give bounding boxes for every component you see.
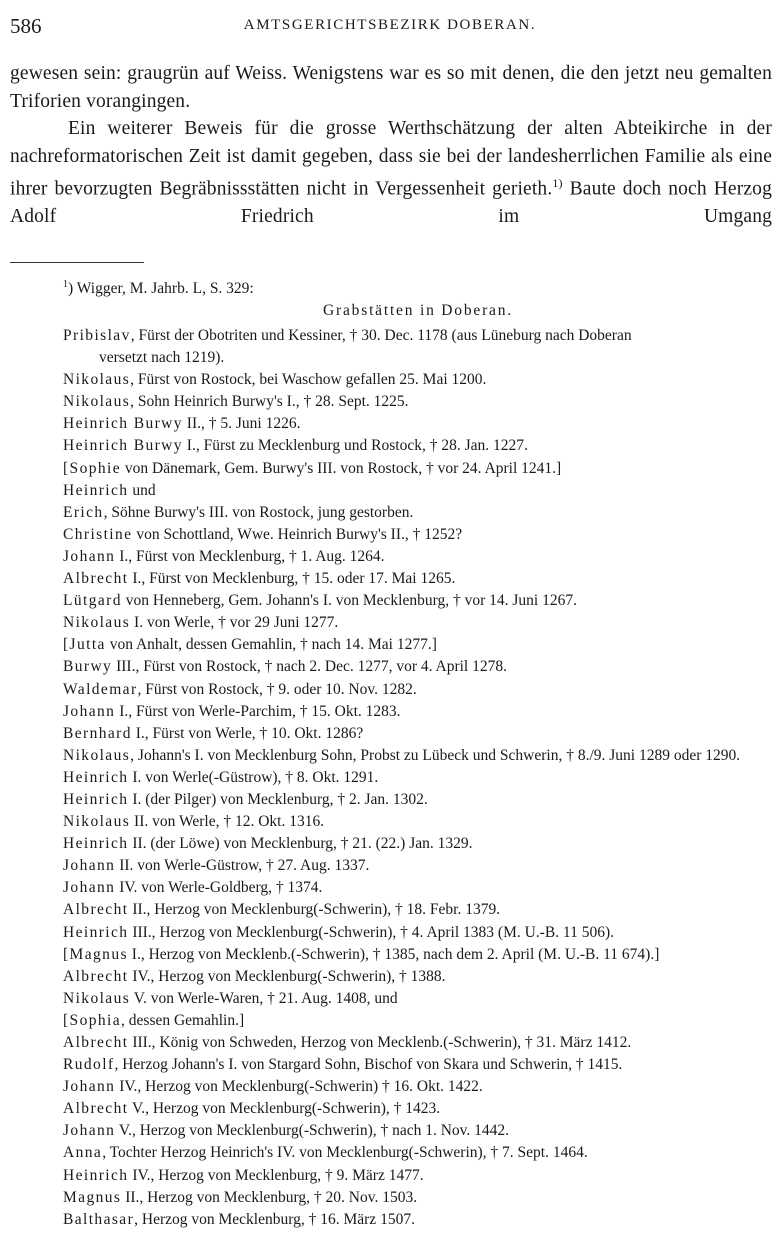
page-number: 586 [10,14,42,38]
footnote-reference: 1) [552,176,563,190]
entry-text: II., † 5. Juni 1226. [182,415,301,433]
burial-entry [63,1187,773,1209]
entry-name: Pribislav [63,327,131,344]
burial-entry [63,789,773,811]
burial-entry [63,944,773,966]
burial-entry [63,458,773,480]
burial-entry [63,656,773,678]
burial-entry [63,723,773,745]
footnote-heading: Grabstätten in Doberan. [323,302,513,319]
running-head: AMTSGERICHTSBEZIRK DOBERAN. [243,17,537,33]
entry-text: , Tochter Herzog Heinrich's IV. von Mecklenburg(-Schwerin), † 7. Sept. 1464. [102,1144,588,1162]
entry-text: I. (der Pilger) von Mecklenburg, † 2. Jan. 1302. [128,790,428,808]
entry-name: Bernhard [63,724,132,742]
burial-entry [63,1076,773,1098]
burial-entry [63,1054,773,1076]
entry-name: Heinrich Burwy [63,437,183,455]
burial-entry [63,612,773,634]
entry-text: I. von Werle, † vor 29 Juni 1277. [130,614,339,632]
entry-name: Johann [63,1078,116,1096]
entry-text: , Herzog Johann's I. von Stargard Sohn, Bischof von Skara und Schwerin, † 1415. [114,1056,623,1074]
entry-name: Nikolaus [63,614,131,632]
burial-entry [63,1209,773,1231]
entry-name: Christine [63,525,133,543]
burial-entry [63,833,773,855]
entry-name: Heinrich [63,1166,129,1184]
entry-name: Heinrich [63,481,129,499]
entry-text: I., Fürst von Werle, † 10. Okt. 1286? [131,724,364,742]
burial-entry [63,634,773,656]
entry-text: I. von Werle(-Güstrow), † 8. Okt. 1291. [128,768,379,786]
entry-name: Johann [63,1122,116,1140]
burial-entry [63,1142,773,1164]
entry-name: Nikolaus [63,813,131,831]
burial-entry [63,1120,773,1142]
paragraph-2-end: Baute doch noch Herzog Adolf Friedrich im Umgang [10,178,772,227]
entry-text: II. (der Löwe) von Mecklenburg, † 21. (22.) Jan. 1329. [128,835,473,853]
burial-entry [63,899,773,921]
entry-text: , Sohn Heinrich Burwy's I., † 28. Sept. 1225. [130,393,409,411]
entry-text: II., Herzog von Mecklenburg(-Schwerin), † 18. Febr. 1379. [128,901,501,919]
burial-entry [63,1032,773,1054]
entry-text: , Fürst von Rostock, bei Waschow gefallen 25. Mai 1200. [130,371,487,389]
footnote-source-text: ) Wigger, M. Jahrb. L, S. 329: [68,280,254,298]
paragraph-1: gewesen sein: graugrün auf Weiss. Wenigstens war es so mit denen, die den jetzt neu gemalten Triforien vorangingen. [10,63,772,112]
entry-name: [Sophie [63,459,122,477]
burial-entry [63,701,773,723]
burial-entry [63,922,773,944]
burial-entry [63,1165,773,1187]
entry-text: II. von Werle, † 12. Okt. 1316. [130,813,325,831]
entry-text: von Dänemark, Gem. Burwy's III. von Rostock, † vor 24. April 1241.] [121,459,562,477]
entry-name: Burwy [63,658,113,676]
burial-entry [63,391,773,413]
entry-text: IV. von Werle-Goldberg, † 1374. [115,879,323,897]
burial-entry [63,745,773,767]
entry-name: Johann [63,879,116,897]
entry-name: Nikolaus [63,746,131,764]
footnote [63,272,773,1231]
entry-text: und [128,481,156,499]
entry-text: V., Herzog von Mecklenburg(-Schwerin), † nach 1. Nov. 1442. [115,1122,510,1140]
entry-name: Waldemar [63,680,138,698]
entry-name: Albrecht [63,901,129,919]
entry-text: , Söhne Burwy's III. von Rostock, jung gestorben. [103,503,414,521]
entry-name: Albrecht [63,967,129,985]
entry-text: I., Fürst von Mecklenburg, † 15. oder 17. Mai 1265. [128,570,456,588]
entry-name: Magnus [63,1188,122,1206]
footnote-rule [10,262,144,263]
main-text [10,60,772,231]
burial-entry [63,325,773,369]
burial-entry [63,435,773,457]
entry-name: Albrecht [63,1034,129,1051]
entry-name: Heinrich Burwy [63,415,183,433]
entry-name: Heinrich [63,923,129,941]
entry-name: Johann [63,547,116,565]
entry-name: Lütgard [63,592,122,610]
entry-name: Heinrich [63,835,129,853]
entry-text: II., Herzog von Mecklenburg, † 20. Nov. 1503. [121,1188,418,1206]
entry-text: V., Herzog von Mecklenburg(-Schwerin), † 1423. [128,1100,441,1118]
entry-name: Anna [63,1144,103,1162]
page-header [10,14,770,40]
entry-text: III., Fürst von Rostock, † nach 2. Dec. 1277, vor 4. April 1278. [112,658,507,676]
entry-name: Nikolaus [63,989,131,1007]
entry-text: III., König von Schweden, Herzog von Mecklenb.(-Schwerin), † 31. März 1412. [128,1034,632,1051]
burial-entry [63,966,773,988]
burial-entry [63,546,773,568]
burial-entry [63,369,773,391]
burial-entry [63,1010,773,1032]
paragraph-2-main: Ein weiterer Beweis für die grosse Werthschätzung der alten Abteikirche in der nachreformatorischen Zeit ist damit gegeben, dass sie bei der landesherrlichen Familie als eine ihrer bevorzugten Begräbnissstätten nicht in Vergessenheit gerieth. [10,118,772,200]
entry-name: Rudolf [63,1056,115,1074]
entry-text: von Schottland, Wwe. Heinrich Burwy's II., † 1252? [132,525,463,543]
entry-name: Johann [63,857,116,875]
entry-name: Heinrich [63,768,129,786]
burial-entry [63,590,773,612]
entry-text: II. von Werle-Güstrow, † 27. Aug. 1337. [115,857,370,875]
entry-text: I., Fürst von Mecklenburg, † 1. Aug. 1264. [115,547,385,565]
burial-entry [63,502,773,524]
footnote-source [63,272,773,298]
entry-text: , Fürst der Obotriten und Kessiner, † 30. Dec. 1178 (aus Lüneburg nach Doberan [130,327,632,344]
entry-name: Erich [63,503,104,521]
entry-text: , Fürst von Rostock, † 9. oder 10. Nov. 1282. [137,680,417,698]
entry-name: Nikolaus [63,393,131,411]
entry-name: [Jutta [63,636,106,654]
entry-name: [Magnus [63,945,128,963]
burial-entry [63,524,773,546]
entry-name: Balthasar [63,1210,135,1228]
burial-entry [63,480,773,502]
entry-text: I., Fürst von Werle-Parchim, † 15. Okt. 1283. [115,702,401,720]
burial-entry [63,1098,773,1120]
burial-entry [63,413,773,435]
entry-name: Nikolaus [63,371,131,389]
entry-name: Johann [63,702,116,720]
entry-name: Albrecht [63,570,129,588]
entry-name: Albrecht [63,1100,129,1118]
burial-entry [63,811,773,833]
footnote-marker: 1 [63,279,68,290]
entry-text: , Herzog von Mecklenburg, † 16. März 1507. [134,1210,415,1228]
burial-entry [63,855,773,877]
entry-text: I., Herzog von Mecklenb.(-Schwerin), † 1385, nach dem 2. April (M. U.-B. 11 674).] [127,945,660,963]
burial-entry [63,679,773,701]
entry-text: I., Fürst zu Mecklenburg und Rostock, † 28. Jan. 1227. [182,437,528,455]
entry-text: IV., Herzog von Mecklenburg(-Schwerin) † 16. Okt. 1422. [115,1078,483,1096]
burial-list [63,325,773,1231]
burial-entry [63,877,773,899]
entry-name: [Sophia [63,1011,122,1029]
entry-text: V. von Werle-Waren, † 21. Aug. 1408, und [130,989,398,1007]
burial-entry [63,988,773,1010]
entry-text: , dessen Gemahlin.] [121,1011,245,1029]
entry-name: Heinrich [63,790,129,808]
entry-text: von Anhalt, dessen Gemahlin, † nach 14. Mai 1277.] [105,636,437,654]
entry-text: III., Herzog von Mecklenburg(-Schwerin), † 4. April 1383 (M. U.-B. 11 506). [128,923,615,941]
entry-text: IV., Herzog von Mecklenburg(-Schwerin), † 1388. [128,967,446,985]
burial-entry [63,767,773,789]
entry-text: IV., Herzog von Mecklenburg, † 9. März 1477. [128,1166,424,1184]
paragraph-2 [10,115,772,231]
entry-text: , Johann's I. von Mecklenburg Sohn, Probst zu Lübeck und Schwerin, † 8./9. Juni 1289 oder 1290. [130,746,741,764]
entry-continuation: versetzt nach 1219). [99,349,225,367]
entry-text: von Henneberg, Gem. Johann's I. von Mecklenburg, † vor 14. Juni 1267. [121,592,577,610]
burial-entry [63,568,773,590]
